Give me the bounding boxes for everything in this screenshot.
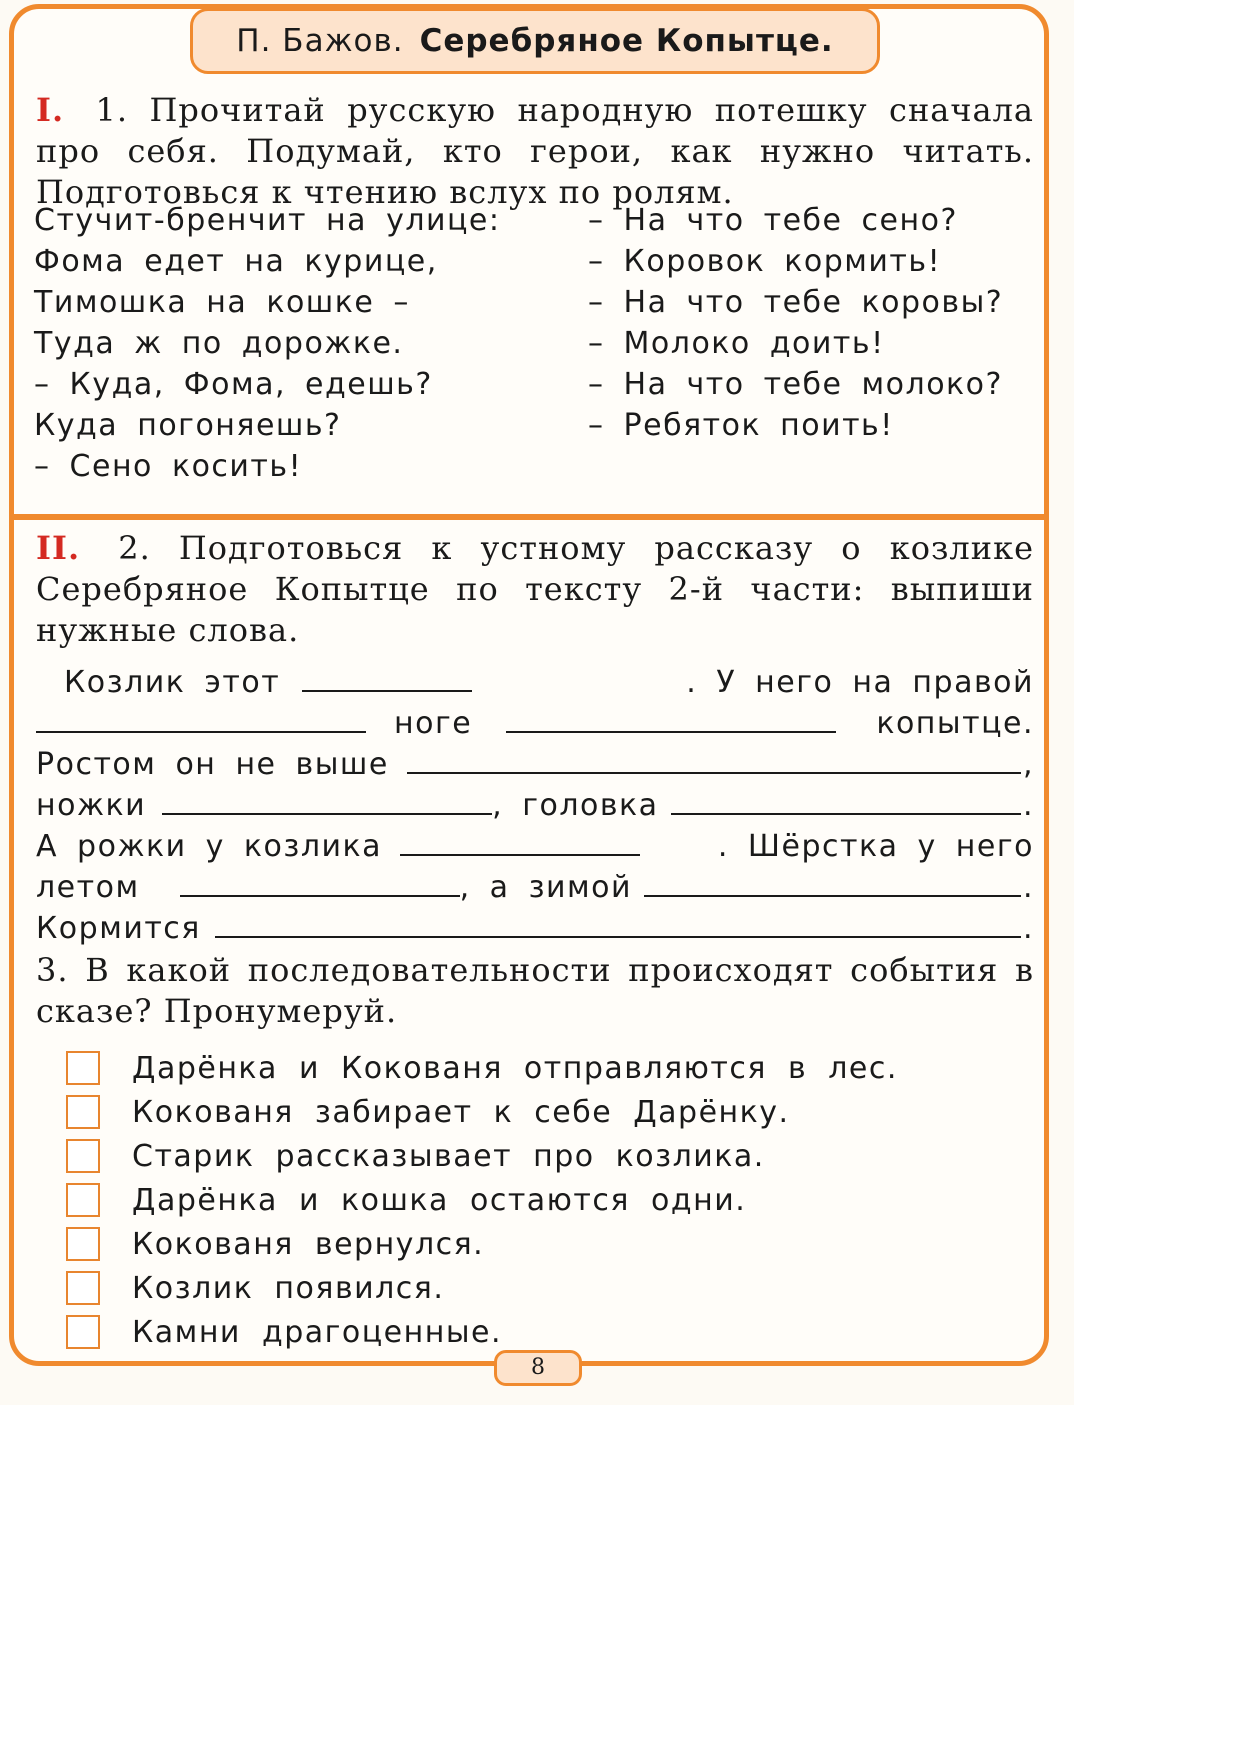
list-item-text: Старик рассказывает про козлика. [132, 1138, 765, 1174]
fill-text: А рожки у козлика [36, 829, 383, 864]
list-item-text: Кокованя вернулся. [132, 1226, 485, 1262]
poem-line: – Ребяток поить! [588, 408, 894, 443]
list-item [66, 1222, 898, 1266]
list-item-text: Дарёнка и Кокованя отправляются в лес. [132, 1050, 898, 1086]
fill-text: Козлик этот [64, 665, 281, 700]
list-item-text: Дарёнка и кошка остаются одни. [132, 1182, 747, 1218]
fill-in-block [36, 662, 1034, 949]
poem-line: – На что тебе коровы? [588, 285, 1004, 320]
task-3 [36, 950, 1034, 1032]
poem-right-column [588, 200, 1003, 446]
task-1-text: 1. Прочитай русскую народную потешку сначала про себя. Подумай, кто герои, как нужно читать. Подготовься к чтению вслух по ролям. [36, 91, 1035, 211]
number-box[interactable] [66, 1095, 100, 1129]
answer-line[interactable] [400, 830, 640, 856]
task-2 [36, 528, 1034, 651]
number-box[interactable] [66, 1315, 100, 1349]
fill-text: , головка [492, 788, 659, 823]
answer-line[interactable] [215, 912, 1021, 938]
poem-line: – Сено косить! [34, 449, 303, 484]
list-item [66, 1266, 898, 1310]
fill-text: ножки [36, 788, 147, 823]
fill-text: . [1022, 788, 1034, 823]
fill-text: . Шёрстка у него [717, 829, 1034, 864]
answer-line[interactable] [407, 748, 1021, 774]
poem-line: – Коровок кормить! [588, 244, 942, 279]
answer-line[interactable] [506, 707, 836, 733]
number-box[interactable] [66, 1227, 100, 1261]
section-number-1: I. [36, 91, 65, 129]
answer-line[interactable] [302, 666, 472, 692]
poem-line: Фома едет на курице, [34, 244, 438, 279]
fill-text: . [1022, 911, 1034, 946]
list-item [66, 1178, 898, 1222]
number-box[interactable] [66, 1183, 100, 1217]
fill-text: . [1022, 870, 1034, 905]
title-banner [190, 8, 880, 74]
list-item [66, 1134, 898, 1178]
poem-line: Куда погоняешь? [34, 408, 342, 443]
section-number-2: II. [36, 529, 81, 567]
task-1 [36, 90, 1034, 213]
list-item [66, 1046, 898, 1090]
list-item [66, 1090, 898, 1134]
answer-line[interactable] [180, 871, 460, 897]
fill-text: , а зимой [459, 870, 633, 905]
poem-left-column [34, 200, 501, 487]
poem-line: – Куда, Фома, едешь? [34, 367, 433, 402]
number-box[interactable] [66, 1139, 100, 1173]
list-item-text: Кокованя забирает к себе Дарёнку. [132, 1094, 790, 1130]
poem-line: – На что тебе сено? [588, 203, 958, 238]
answer-line[interactable] [671, 789, 1021, 815]
section-divider [9, 514, 1049, 520]
fill-text: , [1022, 747, 1034, 782]
work-title: Серебряное Копытце. [419, 23, 834, 59]
answer-line[interactable] [36, 707, 366, 733]
list-item-text: Козлик появился. [132, 1270, 445, 1306]
fill-text: Ростом он не выше [36, 747, 389, 782]
sequence-list [66, 1046, 898, 1354]
answer-line[interactable] [162, 789, 492, 815]
list-item [66, 1310, 898, 1354]
answer-line[interactable] [644, 871, 1021, 897]
page-number: 8 [494, 1350, 582, 1386]
fill-text: копытце. [876, 706, 1034, 741]
poem-line: – Молоко доить! [588, 326, 885, 361]
fill-text: летом [36, 870, 140, 905]
author: П. Бажов. [236, 23, 404, 59]
list-item-text: Камни драгоценные. [132, 1314, 503, 1350]
poem-line: – На что тебе молоко? [588, 367, 1003, 402]
task-3-text: 3. В какой последовательности происходят события в сказе? Пронумеруй. [36, 951, 1034, 1030]
number-box[interactable] [66, 1051, 100, 1085]
fill-text: Кормится [36, 911, 201, 946]
task-2-text: 2. Подготовься к устному рассказу о козлике Серебряное Копытце по тексту 2-й части: выпиши нужные слова. [36, 529, 1035, 649]
fill-text: ноге [394, 706, 473, 741]
poem-line: Туда ж по дорожке. [34, 326, 404, 361]
number-box[interactable] [66, 1271, 100, 1305]
fill-text: . У него на правой [686, 665, 1034, 700]
poem-line: Стучит-бренчит на улице: [34, 203, 501, 238]
poem-line: Тимошка на кошке – [34, 285, 410, 320]
